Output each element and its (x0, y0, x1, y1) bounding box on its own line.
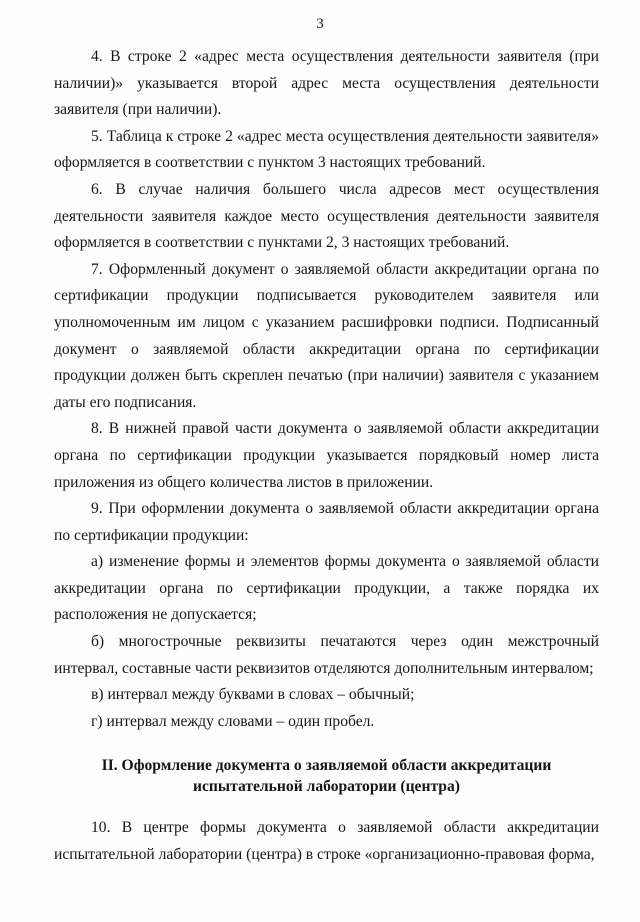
subparagraph-b: б) многострочные реквизиты печатаются через один межстрочный интервал, составные части реквизитов отделяются дополнительным интервалом; (54, 633, 599, 677)
document-body (54, 44, 599, 869)
page-number: 3 (316, 16, 324, 32)
subparagraph-g: г) интервал между словами – один пробел. (91, 712, 375, 730)
section-heading-line-1: II. Оформление документа о заявляемой области аккредитации (101, 757, 552, 775)
paragraph-item-10: 10. В центре формы документа о заявляемой области аккредитации испытательной лаборатории (центра) в строке «организационно-правовая форма, (54, 819, 599, 864)
section-heading (54, 755, 599, 797)
paragraph-item-8: 8. В нижней правой части документа о заявляемой области аккредитации органа по сертификации продукции указывается порядковый номер листа приложения из общего количества листов в приложении. (54, 420, 599, 491)
paragraph-item-7: 7. Оформленный документ о заявляемой области аккредитации органа по сертификации продукции подписывается руководителем заявителя или уполномоченным им лицом с указанием расшифровки подписи. Подписанный документ о заявляемой области аккредитации органа по сертификации продукции должен быть скреплен печатью (при наличии) заявителя с указанием даты его подписания. (54, 260, 599, 411)
paragraph-item-5: 5. Таблица к строке 2 «адрес места осуществления деятельности заявителя» оформляется в соответствии с пунктом 3 настоящих требований. (54, 127, 599, 172)
subparagraph-v: в) интервал между буквами в словах – обычный; (91, 686, 415, 704)
paragraph-item-4: 4. В строке 2 «адрес места осуществления деятельности заявителя (при наличии)» указывается второй адрес места осуществления деятельности заявителя (при наличии). (54, 48, 599, 119)
paragraph-item-6: 6. В случае наличия большего числа адресов мест осуществления деятельности заявителя каждое место осуществления деятельности заявителя оформляется в соответствии с пунктами 2, 3 настоящих требований. (54, 180, 599, 252)
subparagraph-a: а) изменение формы и элементов формы документа о заявляемой области аккредитации органа по сертификации продукции, а также порядка их расположения не допускается; (54, 553, 599, 624)
paragraph-item-9: 9. При оформлении документа о заявляемой области аккредитации органа по сертификации продукции: (54, 500, 599, 544)
section-heading-line-2: испытательной лаборатории (центра) (193, 778, 460, 796)
